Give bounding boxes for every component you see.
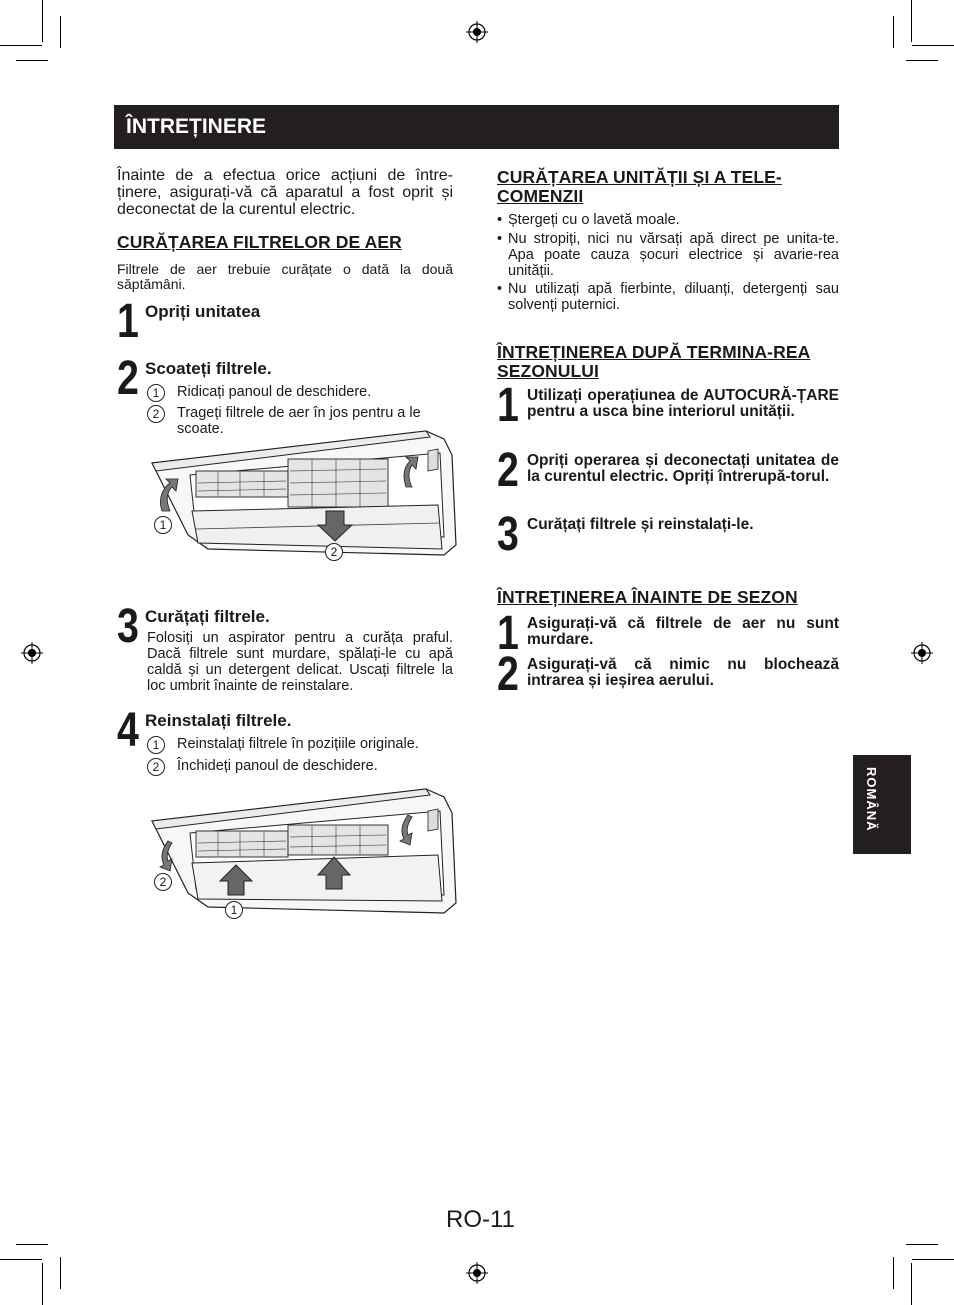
registration-mark-icon: [466, 1262, 488, 1284]
figure-callout: 2: [154, 873, 172, 891]
item-number-badge: 1: [147, 736, 165, 754]
list-item: Ridicați panoul de deschidere.: [177, 384, 372, 400]
intro-text: Înainte de a efectua orice acțiuni de între-ținere, asigurați-vă că aparatul a fost oprit și deconectat de la curentul electric.: [117, 167, 453, 218]
item-number-badge: 2: [147, 758, 165, 776]
step-text: Asigurați-vă că filtrele de aer nu sunt murdare.: [527, 615, 839, 648]
registration-mark-icon: [21, 642, 43, 664]
language-tab: [853, 755, 911, 854]
step-text: Curățați filtrele și reinstalați-le.: [527, 516, 754, 533]
section-title-unit-cleaning: CURĂȚAREA UNITĂȚII ȘI A TELE-COMENZII: [497, 167, 782, 206]
step-title: Reinstalați filtrele.: [145, 711, 292, 730]
list-item: Reinstalați filtrele în pozițiile originale.: [177, 736, 419, 752]
section-title-filters: CURĂȚAREA FILTRELOR DE AER: [117, 232, 402, 252]
step-title: Opriți unitatea: [145, 302, 261, 321]
section-header: [114, 105, 839, 149]
step-number: 2: [497, 444, 518, 497]
step-number: 1: [117, 295, 138, 348]
language-tab-label: ROMÂNĂ: [864, 767, 879, 832]
list-item: Ștergeți cu o lavetă moale.: [508, 212, 680, 228]
item-number-badge: 2: [147, 405, 165, 423]
section-title-after-season: ÎNTREȚINEREA DUPĂ TERMINA-REA SEZONULUI: [497, 342, 811, 381]
figure-callout: 2: [325, 543, 343, 561]
registration-mark-icon: [466, 21, 488, 43]
list-item: Nu stropiți, nici nu vărsați apă direct pe unita-te. Apa poate cauza șocuri electrice și avarie-rea unității.: [508, 231, 839, 279]
registration-mark-icon: [911, 642, 933, 664]
item-number-badge: 1: [147, 384, 165, 402]
step-text: Asigurați-vă că nimic nu blochează intrarea și ieșirea aerului.: [527, 656, 839, 689]
step-number: 1: [497, 379, 518, 432]
step-number: 2: [497, 648, 518, 701]
step-title: Scoateți filtrele.: [145, 359, 272, 378]
list-item: Nu utilizați apă fierbinte, diluanți, detergenți sau solvenți puternici.: [508, 281, 839, 313]
figure-callout: 1: [154, 516, 172, 534]
step-number: 1: [497, 607, 518, 660]
page-title: ÎNTREȚINERE: [126, 115, 267, 138]
ac-unit-reinstall-filters-illustration: [148, 785, 460, 917]
list-item: Trageți filtrele de aer în jos pentru a le scoate.: [177, 405, 421, 437]
step-text: Utilizați operațiunea de AUTOCURĂ-ȚARE pentru a usca bine interiorul unității.: [527, 387, 839, 420]
section-title-before-season: ÎNTREȚINEREA ÎNAINTE DE SEZON: [497, 587, 798, 607]
list-item: Închideți panoul de deschidere.: [177, 758, 378, 774]
filters-description: Filtrele de aer trebuie curățate o dată la două săptămâni.: [117, 261, 453, 292]
step-description: Folosiți un aspirator pentru a curăța praful. Dacă filtrele sunt murdare, spălați-le cu apă caldă și un detergent delicat. Uscați filtrele la loc umbrit înainte de reinstalare.: [147, 630, 453, 694]
step-number: 4: [117, 704, 138, 757]
page-number: RO-11: [446, 1206, 515, 1233]
ac-unit-remove-filters-illustration: [148, 425, 460, 565]
step-title: Curățați filtrele.: [145, 607, 270, 626]
step-number: 2: [117, 352, 138, 405]
step-number: 3: [497, 508, 518, 561]
figure-callout: 1: [225, 901, 243, 919]
step-text: Opriți operarea și deconectați unitatea de la curentul electric. Opriți întrerupă-torul.: [527, 452, 839, 485]
step-number: 3: [117, 600, 138, 653]
